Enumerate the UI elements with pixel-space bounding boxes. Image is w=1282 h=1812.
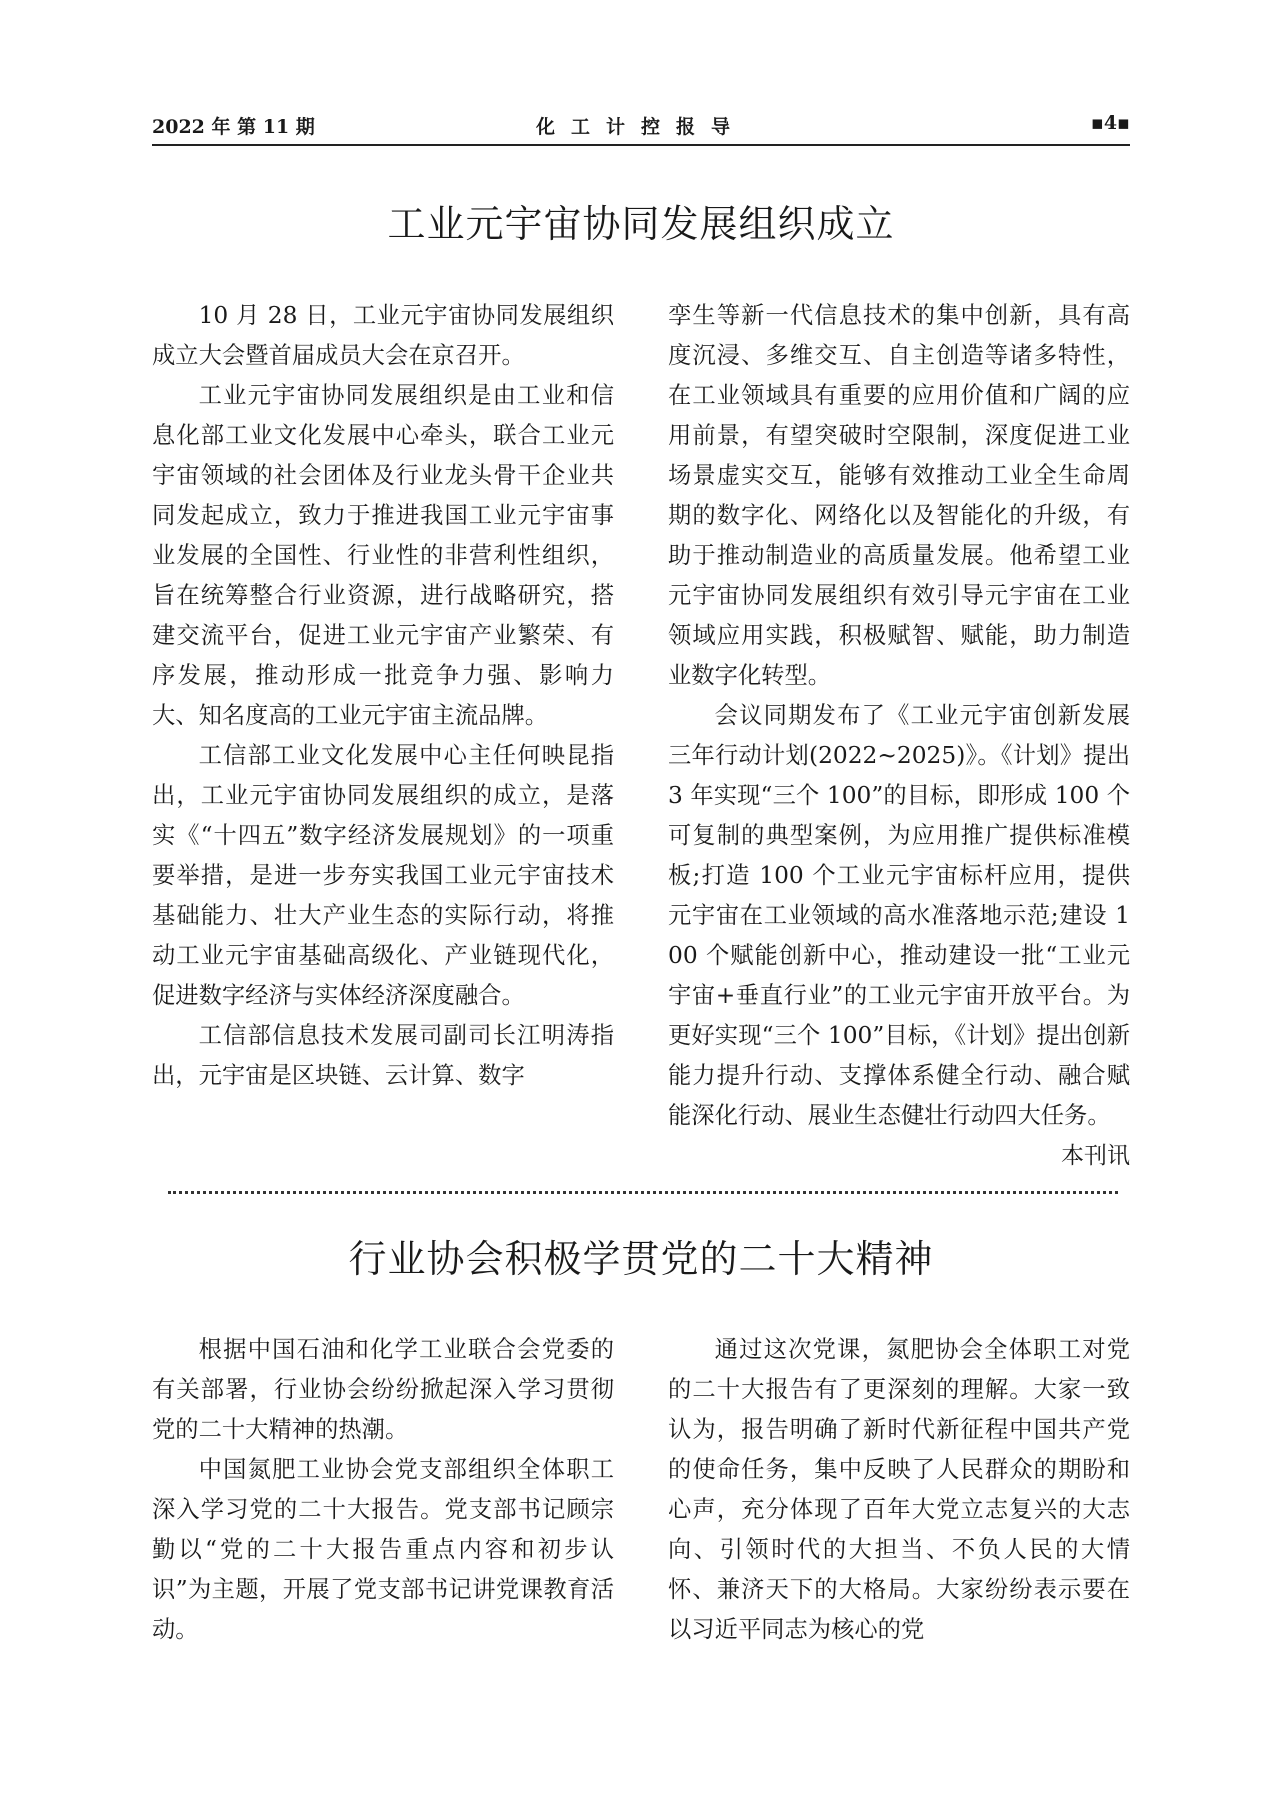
- paragraph: 中国氮肥工业协会党支部组织全体职工深入学习党的二十大报告。党支部书记顾宗勤以“党的二十大报告重点内容和初步认识”为主题，开展了党支部书记讲党课教育活动。: [152, 1456, 614, 1643]
- article1-left-column: [152, 296, 614, 1096]
- article2-left-column: [152, 1330, 614, 1650]
- article2-title: 行业协会积极学贯党的二十大精神: [348, 1237, 934, 1281]
- paragraph: 工信部信息技术发展司副司长江明涛指出，元宇宙是区块链、云计算、数字: [152, 1022, 614, 1089]
- article1-right-column: [668, 296, 1130, 1136]
- paragraph: 10 月 28 日，工业元宇宙协同发展组织成立大会暨首届成员大会在京召开。: [152, 302, 614, 369]
- page-header: [152, 104, 1130, 146]
- paragraph: 工业元宇宙协同发展组织是由工业和信息化部工业文化发展中心牵头，联合工业元宇宙领域的社会团体及行业龙头骨干企业共同发起成立，致力于推进我国工业元宇宙事业发展的全国性、行业性的非营利性组织，旨在统筹整合行业资源，进行战略研究，搭建交流平台，促进工业元宇宙产业繁荣、有序发展，推动形成一批竞争力强、影响力大、知名度高的工业元宇宙主流品牌。: [152, 382, 614, 729]
- article1-title: 工业元宇宙协同发展组织成立: [387, 202, 895, 246]
- article-credit: 本刊讯: [1061, 1143, 1130, 1169]
- paragraph: 会议同期发布了《工业元宇宙创新发展三年行动计划(2022~2025)》。《计划》提出 3 年实现“三个 100”的目标，即形成 100 个可复制的典型案例，为应用推广提供标准模板;打造 100 个工业元宇宙标杆应用，提供元宇宙在工业领域的高水准落地示范;建设 100 个赋能创新中心，推动建设一批“工业元宇宙+垂直行业”的工业元宇宙开放平台。为更好实现“三个 100”目标，《计划》提出创新能力提升行动、支撑体系健全行动、融合赋能深化行动、展业生态健壮行动四大任务。: [668, 702, 1130, 1129]
- paragraph-continuation: 孪生等新一代信息技术的集中创新，具有高度沉浸、多维交互、自主创造等诸多特性，在工业领域具有重要的应用价值和广阔的应用前景，有望突破时空限制，深度促进工业场景虚实交互，能够有效推动工业全生命周期的数字化、网络化以及智能化的升级，有助于推动制造业的高质量发展。他希望工业元宇宙协同发展组织有效引导元宇宙在工业领域应用实践，积极赋智、赋能，助力制造业数字化转型。: [668, 302, 1130, 689]
- article2-right-column: [668, 1330, 1130, 1650]
- section-divider: [168, 1191, 1118, 1194]
- journal-name: 化工计控报导: [535, 116, 746, 138]
- page-number: ▪4▪: [1091, 112, 1130, 134]
- paragraph: 根据中国石油和化学工业联合会党委的有关部署，行业协会纷纷掀起深入学习贯彻党的二十大精神的热潮。: [152, 1336, 614, 1443]
- paragraph: 通过这次党课，氮肥协会全体职工对党的二十大报告有了更深刻的理解。大家一致认为，报告明确了新时代新征程中国共产党的使命任务，集中反映了人民群众的期盼和心声，充分体现了百年大党立志复兴的大志向、引领时代的大担当、不负人民的大情怀、兼济天下的大格局。大家纷纷表示要在以习近平同志为核心的党: [668, 1336, 1130, 1643]
- issue-number: 2022 年 第 11 期: [152, 116, 315, 138]
- paragraph: 工信部工业文化发展中心主任何映昆指出，工业元宇宙协同发展组织的成立，是落实《“十四五”数字经济发展规划》的一项重要举措，是进一步夯实我国工业元宇宙技术基础能力、壮大产业生态的实际行动，将推动工业元宇宙基础高级化、产业链现代化，促进数字经济与实体经济深度融合。: [152, 742, 614, 1009]
